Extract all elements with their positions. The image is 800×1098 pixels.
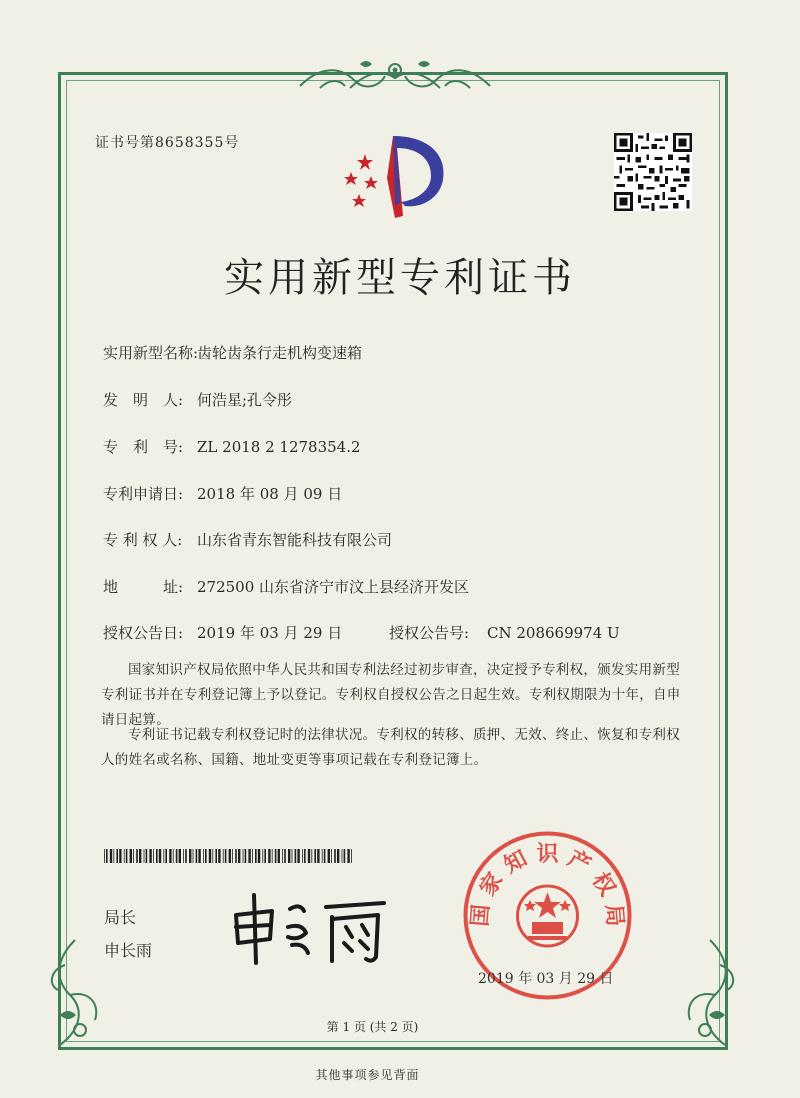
field-value: 2018 年 08 月 09 日 (197, 485, 343, 503)
certificate-title: 实用新型专利证书 (224, 255, 576, 301)
qr-code-icon (614, 133, 692, 211)
field-grant-announcement-date (103, 622, 342, 643)
paragraph-grant-statement: 国家知识产权局依照中华人民共和国专利法经过初步审查，决定授予专利权，颁发实用新型专利证书并在专利登记簿上予以登记。专利权自授权公告之日起生效。专利权期限为十年，自申请日起算。 (101, 662, 681, 728)
director-signature (228, 887, 393, 967)
field-value: 齿轮齿条行走机构变速箱 (197, 344, 363, 362)
field-value: 272500 山东省济宁市汶上县经济开发区 (197, 578, 470, 596)
field-utility-model-name (103, 342, 362, 363)
field-label: 专 利 权 人: (103, 531, 183, 549)
top-ornament (290, 56, 500, 96)
field-label: 专 利 号: (103, 438, 184, 456)
director-name: 申长雨 (104, 941, 153, 960)
footer-note: 其他事项参见背面 (315, 1068, 420, 1082)
bottom-right-ornament (675, 935, 745, 1055)
barcode-icon (104, 849, 354, 863)
seal-date: 2019 年 03 月 29 日 (478, 971, 614, 987)
director-title: 局长 (104, 908, 137, 927)
field-value: 山东省青东智能科技有限公司 (197, 531, 393, 549)
certificate-number: 证书号第8658355号 (95, 135, 240, 151)
field-label: 地 址: (103, 578, 184, 596)
field-value: ZL 2018 2 1278354.2 (197, 438, 361, 456)
field-patent-number (103, 436, 361, 457)
cnipa-logo-icon (335, 128, 450, 223)
field-label: 授权公告日: (103, 624, 184, 642)
field-grant-announcement-number (389, 622, 620, 643)
field-value: 2019 年 03 月 29 日 (197, 624, 343, 642)
svg-text:国 家 知 识 产 权 局: 国 家 知 识 产 权 局 (467, 841, 628, 928)
field-label: 实用新型名称: (103, 344, 199, 362)
field-label: 发 明 人: (103, 391, 184, 409)
page-number: 第 1 页 (共 2 页) (326, 1020, 419, 1034)
field-value: CN 208669974 U (487, 624, 620, 642)
field-label: 授权公告号: (389, 624, 470, 642)
field-address (103, 576, 469, 597)
field-patentee (103, 529, 392, 550)
bottom-left-ornament (40, 935, 110, 1055)
paragraph-legal-status: 专利证书记载专利权登记时的法律状况。专利权的转移、质押、无效、终止、恢复和专利权人的姓名或名称、国籍、地址变更等事项记载在专利登记簿上。 (101, 727, 680, 768)
field-value: 何浩星;孔令彤 (197, 391, 293, 409)
field-application-date (103, 483, 342, 504)
field-label: 专利申请日: (103, 485, 184, 503)
field-inventor (103, 389, 292, 410)
